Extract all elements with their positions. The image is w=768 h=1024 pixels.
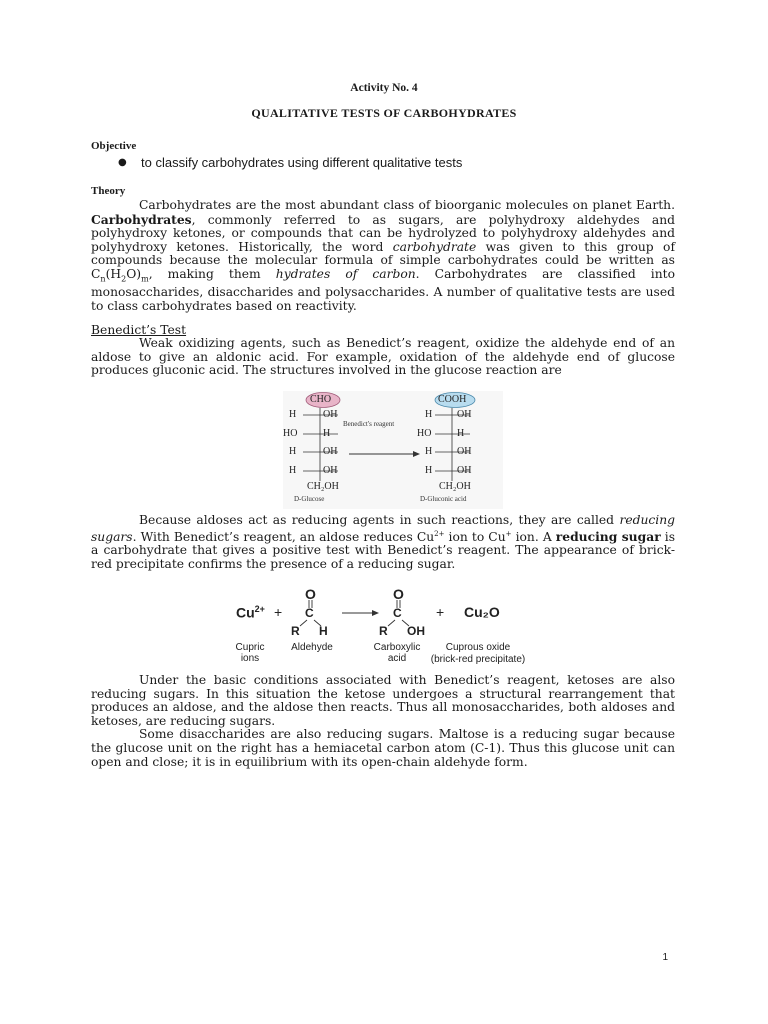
objective-bullet: to classify carbohydrates using different qualitative tests xyxy=(141,155,463,170)
glucose-oxidation-figure: CHO COOH Benedict's reagent H OH HO H H OH H OH H OH HO H H OH H OH CH₂OH CH₂OH D-Glucose D-Gluconic acid xyxy=(283,391,503,509)
brick-red-label: (brick-red precipitate) xyxy=(430,654,526,665)
aldehyde-label: Aldehyde xyxy=(291,642,333,653)
theory-heading: Theory xyxy=(91,185,126,197)
activity-number: Activity No. 4 xyxy=(350,82,418,94)
ch2oh-right: CH₂OH xyxy=(439,481,471,492)
copper-reaction-figure: $Cu^{2+}$ + O C R H O C R OH + Cu₂O Cupric ions Aldehyde Carboxylic acid Cuprous oxide (brick-red precipitate) xyxy=(232,586,532,666)
benedict-paragraph-2: Because aldoses act as reducing agents in such reactions, they are called reducing sugars. With Benedict’s reagent, an aldose reduces $Cu^{2+}$ ion to Cu+ ion. A reducing sugar is a carbohydrate that gives a positive test with Benedict’s reagent. The appearance of brick- red precipitate confirms the presence of a reducing sugar. xyxy=(91,513,676,571)
carboxylic-acid-label: Carboxylic acid xyxy=(373,642,421,664)
cupric-formula: $Cu^{2+}$ xyxy=(236,604,265,621)
ch2oh-left: CH₂OH xyxy=(307,481,339,492)
reagent-label: Benedict's reagent xyxy=(343,420,395,428)
d-glucose-caption: D-Glucose xyxy=(294,495,325,503)
cho-label: CHO xyxy=(310,394,332,405)
objective-heading: Objective xyxy=(91,140,137,152)
cuprous-formula: Cu₂O xyxy=(464,604,500,620)
benedict-paragraph-3: Under the basic conditions associated with Benedict’s reagent, ketoses are also reducing sugars. In this situation the ketose undergoes a structural rearrangement that produces an aldose, and the aldose then reacts. Thus all monosaccharides, both aldoses and ketoses, are reducing sugars. Some disaccharides are also reducing sugars. Maltose is a reducing sugar because the glucose unit on the right has a hemiacetal carbon atom (C-1). Thus this glucose unit can open and close; it is in equilibrium with its open-chain aldehyde form. xyxy=(91,673,675,769)
cupric-label: Cupric ions xyxy=(235,642,265,664)
page-title: QUALITATIVE TESTS OF CARBOHYDRATES xyxy=(251,106,517,120)
cooh-label: COOH xyxy=(438,394,467,405)
benedict-heading: Benedict’s Test xyxy=(91,323,187,337)
benedict-paragraph-1: Weak oxidizing agents, such as Benedict’s reagent, oxidize the aldehyde end of an aldose to give an aldonic acid. For example, oxidation of the aldehyde end of glucose produces gluconic acid. The structures involved in the glucose reaction are xyxy=(91,336,675,378)
d-gluconic-caption: D-Gluconic acid xyxy=(420,495,467,503)
cuprous-oxide-label: Cuprous oxide xyxy=(445,642,511,653)
theory-paragraph: Carbohydrates are the most abundant class of bioorganic molecules on planet Earth. Carbohydrates, commonly referred to as sugars, are polyhydroxy aldehydes and polyhydroxy ketones, or compounds that can be hydrolyzed to polyhydroxy aldehydes and polyhydroxy ketones. Historically, the word carbohydrate was given to this group of compounds because the molecular formula of simple carbohydrates could be written as $C_n(H_2O)_m$, making them hydrates of carbon. Carbohydrates are classified into monosaccharides, disaccharides and polysaccharides. A number of qualitative tests are used to class carbohydrates based on reactivity. xyxy=(91,198,675,313)
bullet-icon: ● xyxy=(118,157,127,168)
page-number: 1 xyxy=(662,952,668,963)
